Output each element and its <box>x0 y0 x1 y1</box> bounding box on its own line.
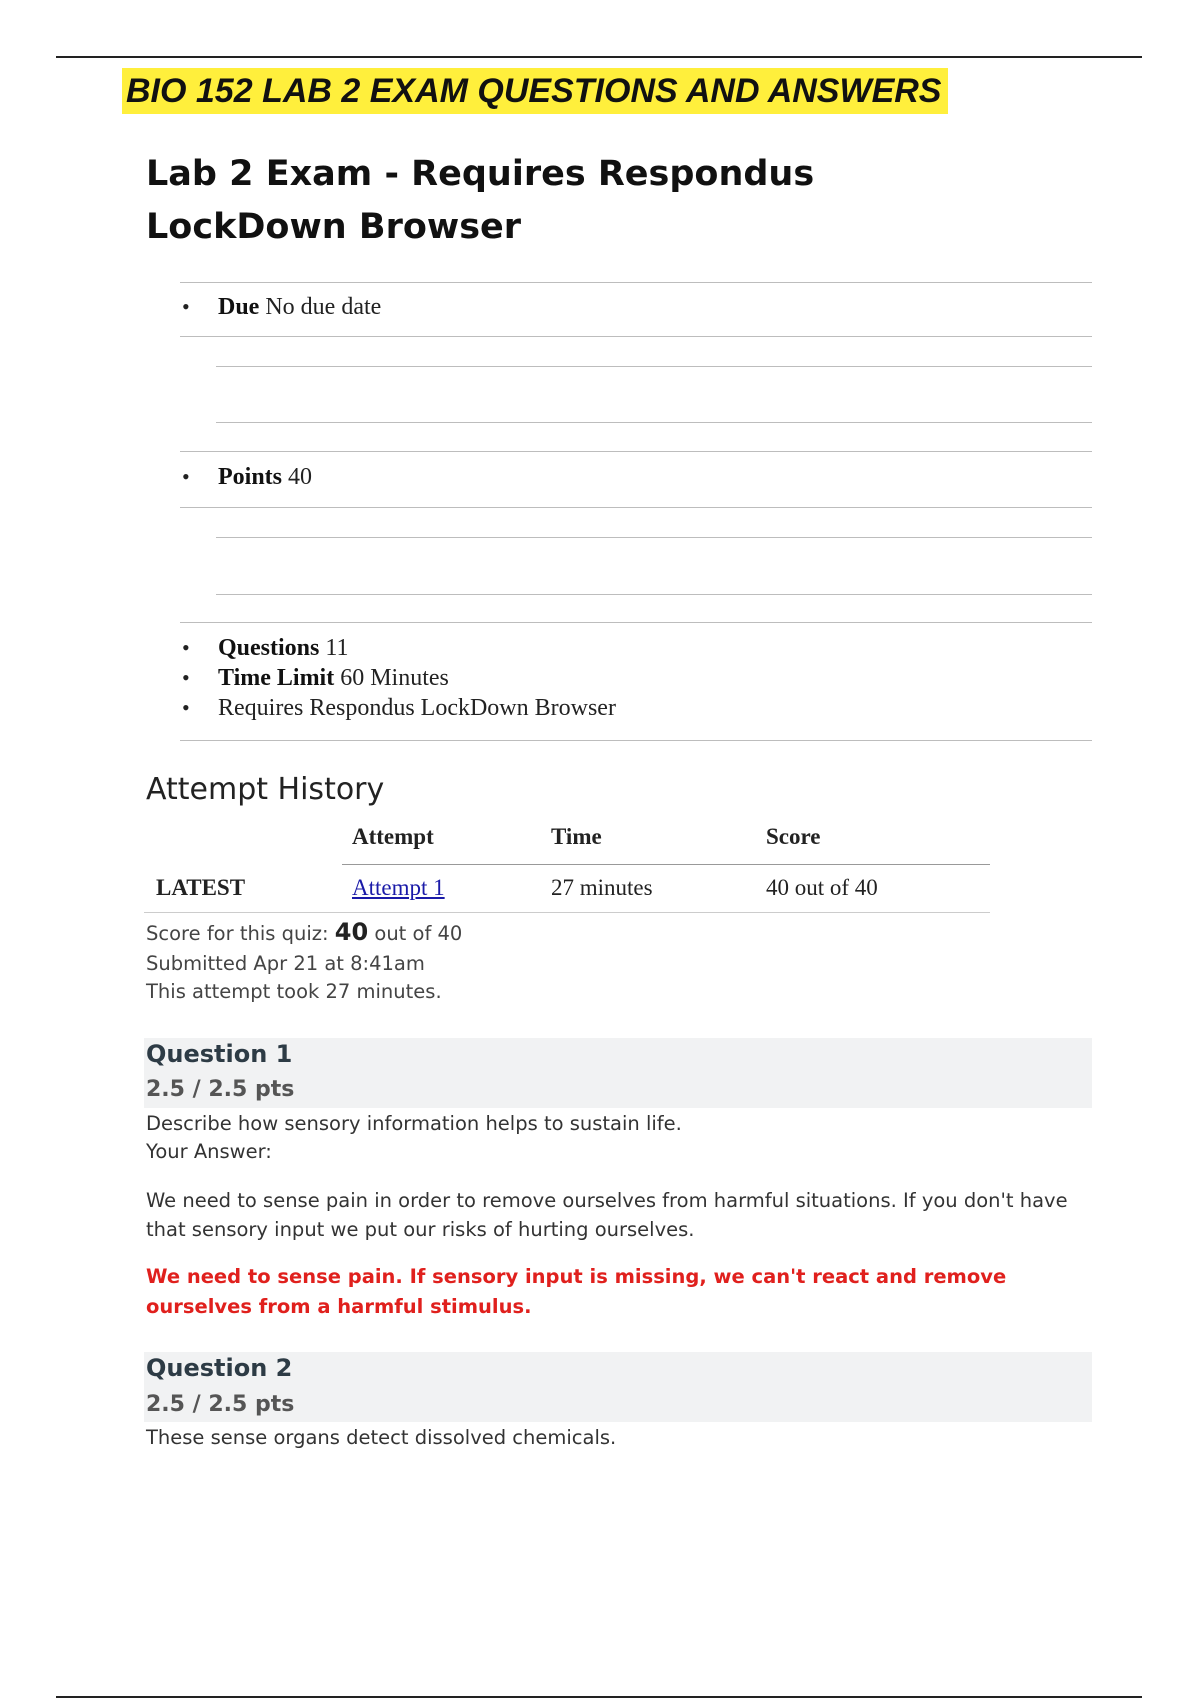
score-prefix: Score for this quiz: <box>146 922 329 945</box>
attempt-time: 27 minutes <box>551 875 653 900</box>
question-1-points: 2.5 / 2.5 pts <box>146 1077 295 1102</box>
divider <box>180 740 1092 741</box>
document-banner: BIO 152 LAB 2 EXAM QUESTIONS AND ANSWERS <box>122 68 948 114</box>
divider <box>216 366 1092 367</box>
due-value: No due date <box>265 294 382 320</box>
questions-value: 11 <box>325 635 349 661</box>
attempt-history-heading: Attempt History <box>146 772 385 807</box>
divider <box>216 422 1092 423</box>
divider <box>180 622 1092 623</box>
column-header-attempt: Attempt <box>352 824 434 849</box>
question-1-highlighted-answer: We need to sense pain. If sensory input is missing, we can't react and remove ourselves from a harmful stimulus. <box>146 1265 1007 1318</box>
bullet-icon: • <box>182 665 190 690</box>
divider <box>180 451 1092 452</box>
points-label: Points <box>218 464 283 490</box>
points-value: 40 <box>288 464 313 490</box>
question-2-prompt: These sense organs detect dissolved chemicals. <box>146 1426 617 1449</box>
questions-item <box>182 635 349 662</box>
row-label-latest: LATEST <box>156 875 246 900</box>
column-header-time: Time <box>551 824 602 849</box>
questions-label: Questions <box>218 635 320 661</box>
due-label: Due <box>218 294 260 320</box>
bullet-icon: • <box>182 464 190 489</box>
bullet-icon: • <box>182 294 190 319</box>
question-1-your-answer: We need to sense pain in order to remove ourselves from harmful situations. If you don't have that sensory input we put our risks of hurting ourselves. <box>146 1189 1068 1241</box>
time-limit-label: Time Limit <box>218 665 335 691</box>
attempt-duration-text: This attempt took 27 minutes. <box>146 980 442 1003</box>
bullet-icon: • <box>182 695 190 720</box>
divider <box>180 507 1092 508</box>
submitted-text: Submitted Apr 21 at 8:41am <box>146 952 425 975</box>
divider <box>180 282 1092 283</box>
top-rule <box>56 56 1142 58</box>
time-limit-value: 60 Minutes <box>340 665 449 691</box>
column-header-score: Score <box>766 824 821 849</box>
question-1-prompt: Describe how sensory information helps to sustain life. <box>146 1112 682 1135</box>
score-suffix: out of 40 <box>374 922 463 945</box>
attempt-1-link[interactable]: Attempt 1 <box>352 875 445 900</box>
bottom-rule <box>56 1696 1142 1698</box>
time-limit-item <box>182 665 449 692</box>
divider <box>216 537 1092 538</box>
question-1-title: Question 1 <box>146 1040 293 1068</box>
table-row-divider <box>144 912 990 913</box>
page-title: Lab 2 Exam - Requires Respondus LockDown Browser <box>146 154 815 247</box>
question-2-title: Question 2 <box>146 1354 293 1382</box>
attempt-score: 40 out of 40 <box>766 875 878 900</box>
requirement-text: Requires Respondus LockDown Browser <box>218 695 616 721</box>
divider <box>216 594 1092 595</box>
table-header-divider <box>342 864 990 865</box>
quiz-score-summary <box>146 918 462 946</box>
question-2-points: 2.5 / 2.5 pts <box>146 1392 295 1417</box>
divider <box>180 336 1092 337</box>
points-item <box>182 464 313 491</box>
due-item <box>182 294 382 321</box>
bullet-icon: • <box>182 635 190 660</box>
your-answer-label: Your Answer: <box>146 1140 272 1163</box>
requirement-item <box>182 695 616 722</box>
score-value: 40 <box>334 918 369 946</box>
